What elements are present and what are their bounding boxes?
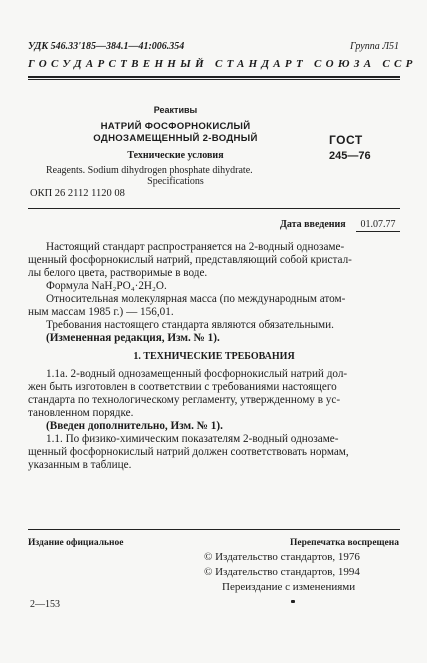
para1-line-1: Настоящий стандарт распространяется на 2-водный однозаме- [46, 241, 345, 253]
gost-label: ГОСТ [329, 133, 363, 147]
section-heading: 1. ТЕХНИЧЕСКИЕ ТРЕБОВАНИЯ [133, 351, 295, 362]
copyright-1994: © Издательство стандартов, 1994 [204, 566, 360, 578]
intro-date-value: 01.07.77 [356, 219, 400, 232]
para5-line-1: 1.1. По физико-химическим показателям 2-водный однозаме- [46, 433, 339, 445]
copyright-1976: © Издательство стандартов, 1976 [204, 551, 360, 563]
gost-number: 245—76 [329, 150, 371, 162]
page-code: 2—153 [30, 599, 60, 610]
reissue-note: Переиздание с изменениями [222, 581, 356, 593]
para4-line-2: жен быть изготовлен в соответствии с требованиями настоящего [28, 381, 337, 393]
english-title-line-1: Reagents. Sodium dihydrogen phosphate dihydrate. [46, 165, 253, 176]
amendment-note-2: (Введен дополнительно, Изм. № 1). [46, 420, 223, 432]
official-edition: Издание официальное [28, 538, 124, 548]
formula-line [46, 280, 167, 294]
para1-line-3: лы белого цвета, растворимые в воде. [28, 267, 208, 279]
subtitle: Технические условия [127, 150, 224, 161]
intro-date-label: Дата введения [280, 219, 346, 230]
udk-code: УДК 546.33'185—384.1—41:006.354 [28, 41, 185, 52]
para3: Требования настоящего стандарта являются обязательными. [46, 319, 334, 331]
reprint-prohibited: Перепечатка воспрещена [289, 538, 399, 548]
english-title-line-2: Specifications [147, 176, 204, 187]
footer-rule [28, 529, 400, 530]
para4-line-1: 1.1а. 2-водный однозамещенный фосфорнокислый натрий дол- [46, 368, 348, 380]
para5-line-3: указанным в таблице. [28, 459, 132, 471]
formula-label: Формула [46, 280, 89, 292]
header-rule-bottom [28, 79, 400, 80]
gost-banner: ГОСУДАРСТВЕННЫЙ СТАНДАРТ СОЮЗА ССР [28, 58, 417, 70]
para1-line-2: щенный фосфорнокислый натрий, представляющий собой кристал- [28, 254, 352, 266]
title-line-1: НАТРИЙ ФОСФОРНОКИСЛЫЙ [100, 121, 251, 132]
title-block-rule [28, 208, 400, 209]
okp-code: ОКП 26 2112 1120 08 [30, 188, 125, 199]
group-code: Группа Л51 [350, 41, 399, 52]
formula-value: NaH₂PO₄·2H₂O. [91, 280, 167, 292]
header-rule-top [28, 76, 400, 78]
para4-line-3: стандарта по технологическому регламенту, утвержденному в ус- [28, 394, 341, 406]
title-line-2: ОДНОЗАМЕЩЕННЫЙ 2-ВОДНЫЙ [93, 133, 258, 144]
category-label: Реактивы [153, 105, 198, 115]
print-mark [291, 600, 295, 603]
para2-line-2: ным массам 1985 г.) — 156,01. [28, 306, 174, 318]
para5-line-2: щенный фосфорнокислый натрий должен соответствовать нормам, [28, 446, 349, 458]
para4-line-4: тановленном порядке. [28, 407, 134, 419]
amendment-note-1: (Измененная редакция, Изм. № 1). [46, 332, 220, 344]
para2-line-1: Относительная молекулярная масса (по международным атом- [46, 293, 346, 305]
